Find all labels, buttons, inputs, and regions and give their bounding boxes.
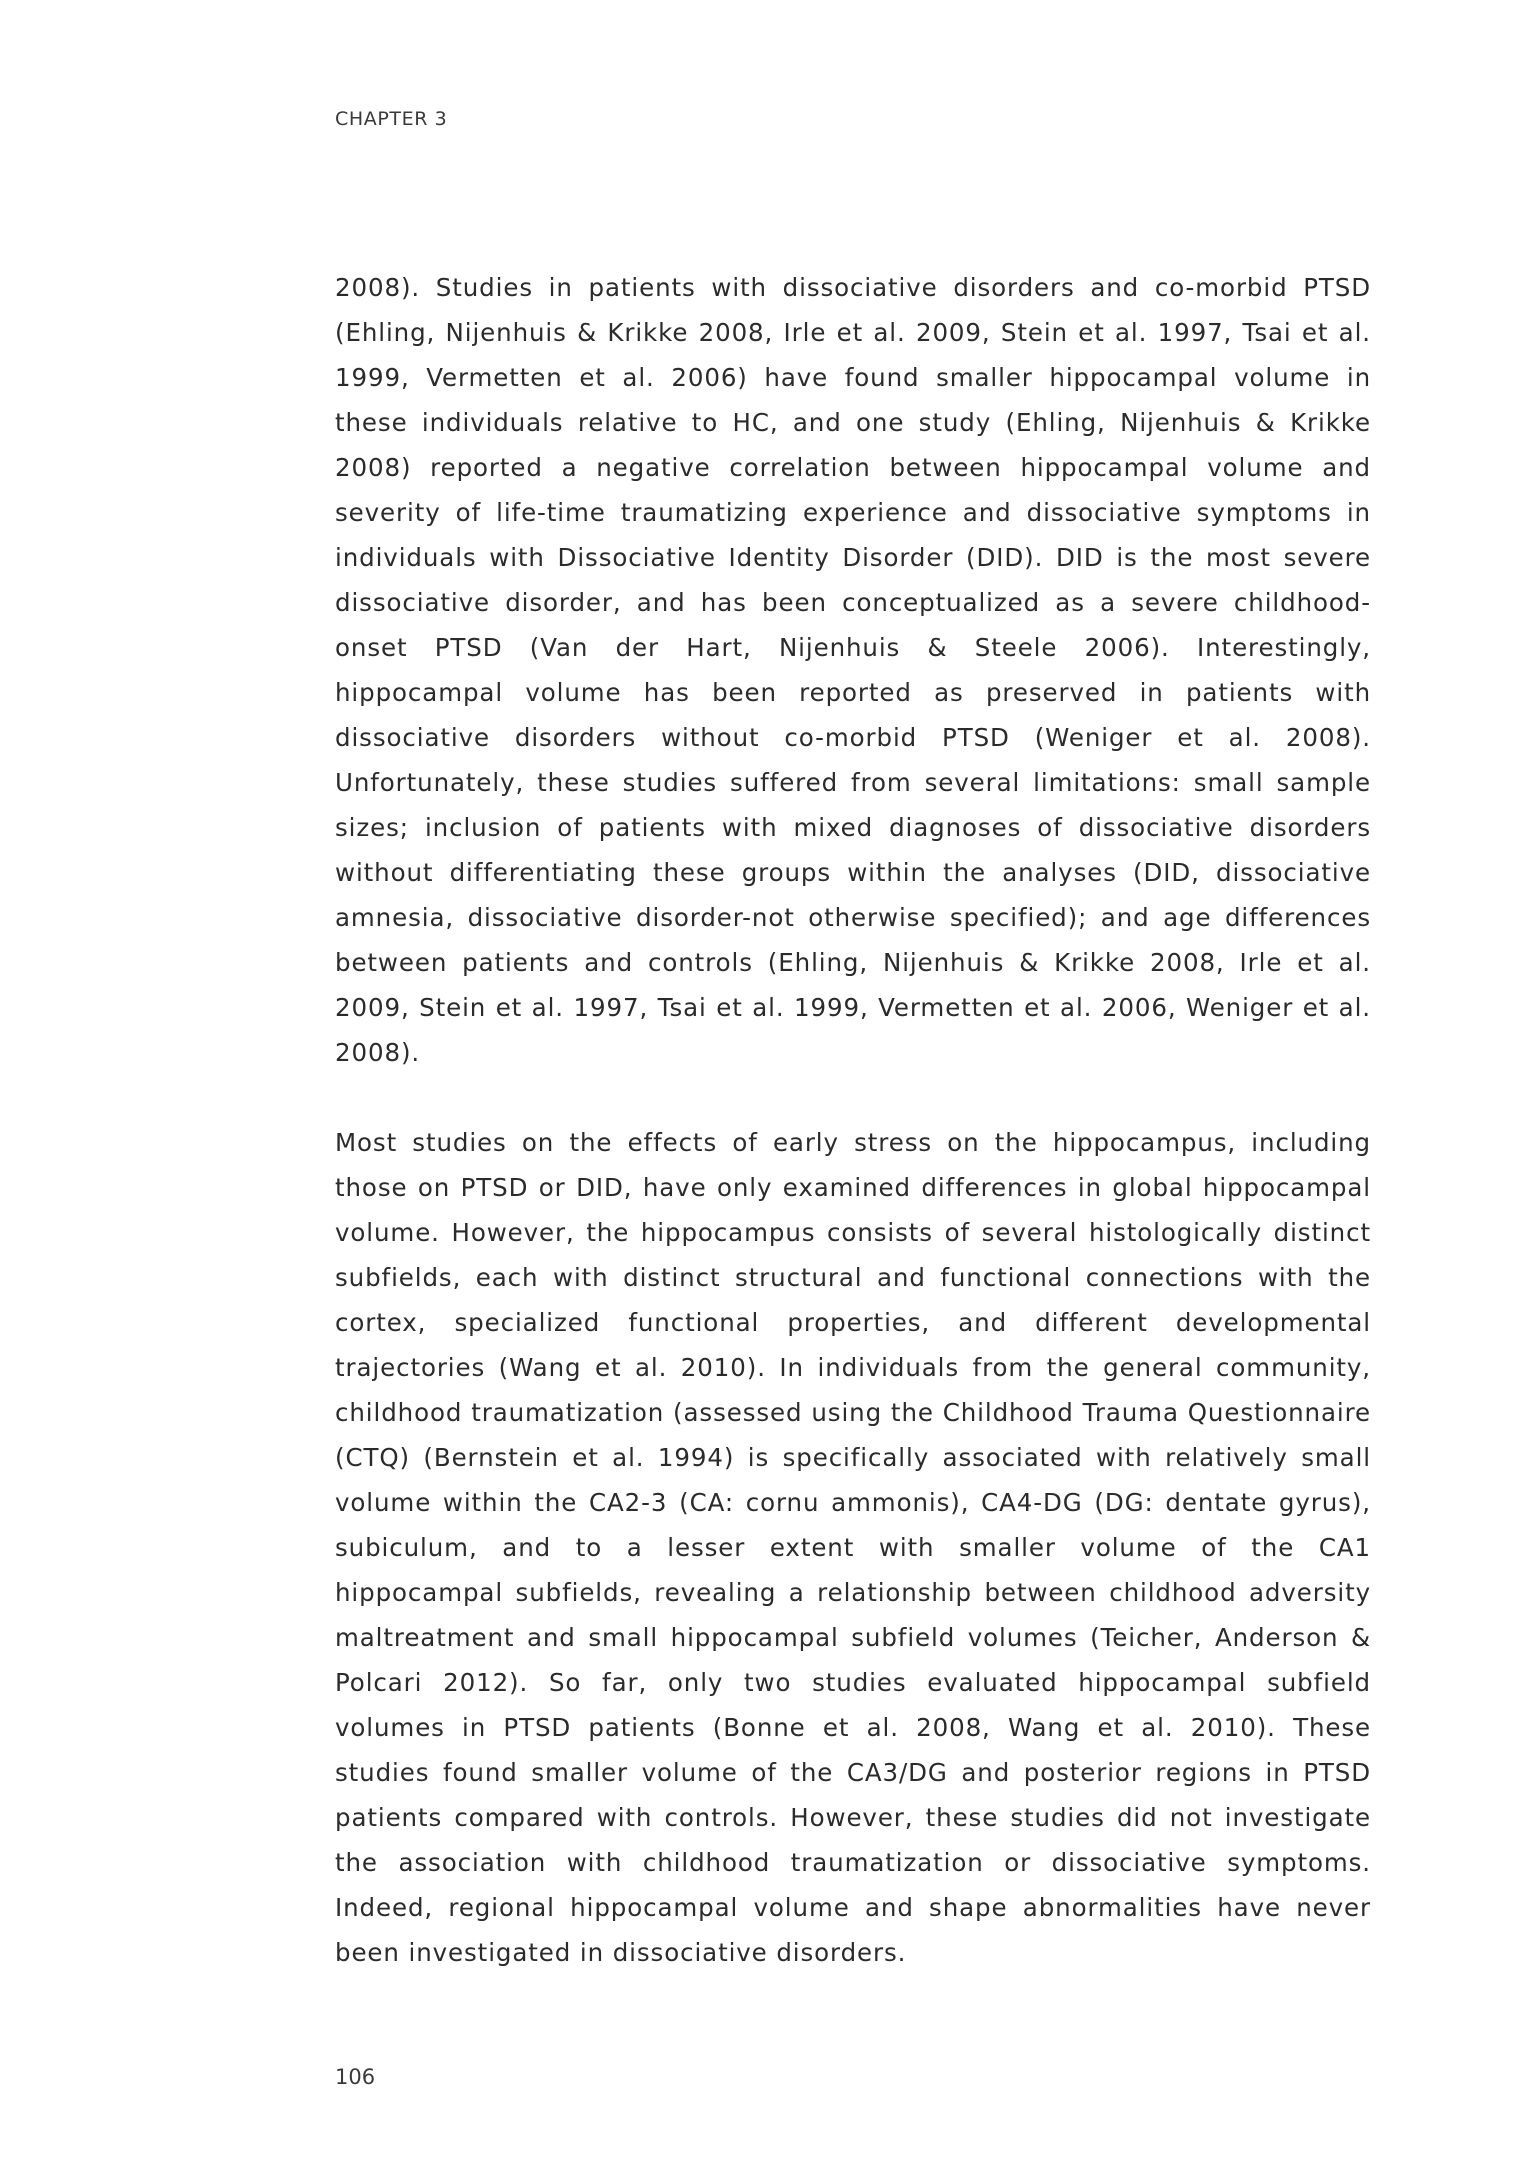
page-number: 106	[335, 2065, 376, 2089]
paragraph-1: 2008). Studies in patients with dissociative disorders and co-morbid PTSD (Ehling, Nijenhuis & Krikke 2008, Irle et al. 2009, Stein et al. 1997, Tsai et al. 1999, Vermetten et al. 2006) have found smaller hippocampal volume in these individuals relative to HC, and one study (Ehling, Nijenhuis & Krikke 2008) reported a negative correlation between hippocampal volume and severity of life-time traumatizing experience and dissociative symptoms in individuals with Dissociative Identity Disorder (DID). DID is the most severe dissociative disorder, and has been conceptualized as a severe childhood-onset PTSD (Van der Hart, Nijenhuis & Steele 2006). Interestingly, hippocampal volume has been reported as preserved in patients with dissociative disorders without co-morbid PTSD (Weniger et al. 2008). Unfortunately, these studies suffered from several limitations: small sample sizes; inclusion of patients with mixed diagnoses of dissociative disorders without differentiating these groups within the analyses (DID, dissociative amnesia, dissociative disorder-not otherwise specified); and age differences between patients and controls (Ehling, Nijenhuis & Krikke 2008, Irle et al. 2009, Stein et al. 1997, Tsai et al. 1999, Vermetten et al. 2006, Weniger et al. 2008).	[335, 273, 1371, 1067]
running-head: CHAPTER 3	[335, 108, 448, 130]
body-text	[335, 265, 1371, 1975]
paragraph-2: Most studies on the effects of early stress on the hippocampus, including those on PTSD or DID, have only examined differences in global hippocampal volume. However, the hippocampus consists of several histologically distinct subfields, each with distinct structural and functional connections with the cortex, specialized functional properties, and different developmental trajectories (Wang et al. 2010). In individuals from the general community, childhood traumatization (assessed using the Childhood Trauma Questionnaire (CTQ) (Bernstein et al. 1994) is specifically associated with relatively small volume within the CA2-3 (CA: cornu ammonis), CA4-DG (DG: dentate gyrus), subiculum, and to a lesser extent with smaller volume of the CA1 hippocampal subfields, revealing a relationship between childhood adversity maltreatment and small hippocampal subfield volumes (Teicher, Anderson & Polcari 2012). So far, only two studies evaluated hippocampal subfield volumes in PTSD patients (Bonne et al. 2008, Wang et al. 2010). These studies found smaller volume of the CA3/DG and posterior regions in PTSD patients compared with controls. However, these studies did not investigate the association with childhood traumatization or dissociative symptoms. Indeed, regional hippocampal volume and shape abnormalities have never been investigated in dissociative disorders.	[335, 1128, 1371, 1967]
